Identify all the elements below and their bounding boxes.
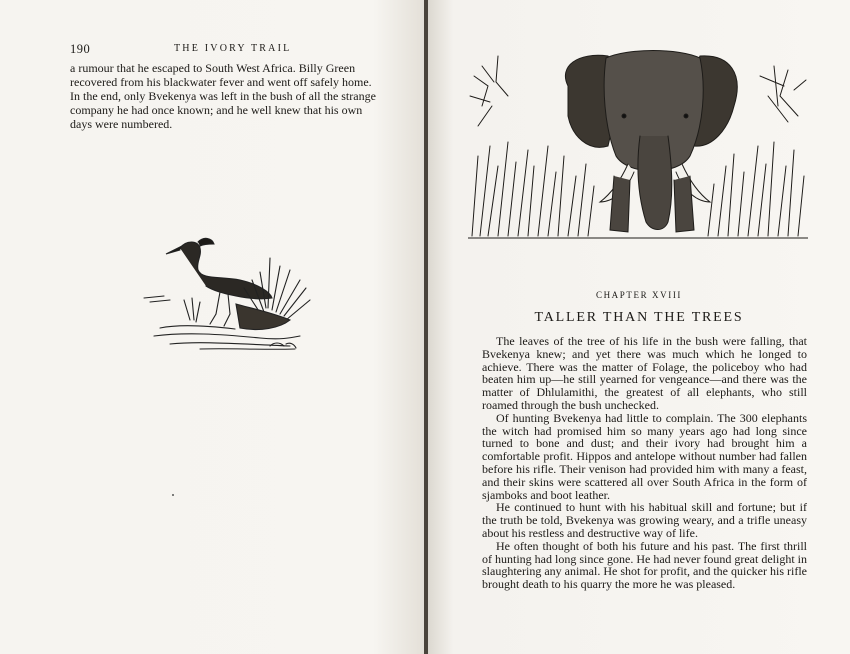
- chapter-body: [482, 335, 807, 591]
- running-head-title: THE IVORY TRAIL: [174, 43, 292, 54]
- heron-illustration: [140, 228, 318, 356]
- paragraph: He often thought of both his future and his past. The first thrill of hunting had long since gone. He had never found great delight in slaughtering any animal. He shot for profit, and the quicker his rifle brought death to his quarry the more he was pleased.: [482, 538, 807, 592]
- page-number: 190: [70, 42, 91, 56]
- paragraph: He continued to hunt with his habitual skill and fortune; but if the truth be told, Bvekenya was growing weary, and a trifle uneasy about his restless and destructive way of life.: [482, 500, 807, 540]
- paragraph: Of hunting Bvekenya had little to complain. The 300 elephants the witch had promised him so many years ago had long since turned to bone and dust; and their ivory had brought him a comfortable profit. Hippos and antelope without number had fallen before his rifle. Their venison had provided him with many a feast, and their skins were scattered all over South Africa in the form of sjamboks and boot leather.: [482, 410, 807, 502]
- continued-text: [70, 61, 384, 131]
- chapter-title: TALLER THAN THE TREES: [534, 310, 744, 325]
- left-page: [0, 0, 424, 654]
- speck: [172, 494, 174, 496]
- chapter-label: CHAPTER XVIII: [595, 290, 683, 300]
- paragraph: a rumour that he escaped to South West Africa. Billy Green recovered from his blackwater fever and went off safely home. In the end, only Bvekenya was left in the bush of all the strange company he had once known; and he well knew that his own days were numbered.: [70, 61, 376, 131]
- paragraph: The leaves of the tree of his life in the bush were falling, that Bvekenya knew; and yet there was much which he longed to achieve. There was the matter of Folage, the policeboy who had beaten him up—he still yearned for vengeance—and there was the matter of Dhlulamithi, the greatest of all elephants, who still roamed through the bush unchecked.: [482, 334, 807, 412]
- right-page: [428, 0, 850, 654]
- elephant-illustration: [468, 46, 808, 242]
